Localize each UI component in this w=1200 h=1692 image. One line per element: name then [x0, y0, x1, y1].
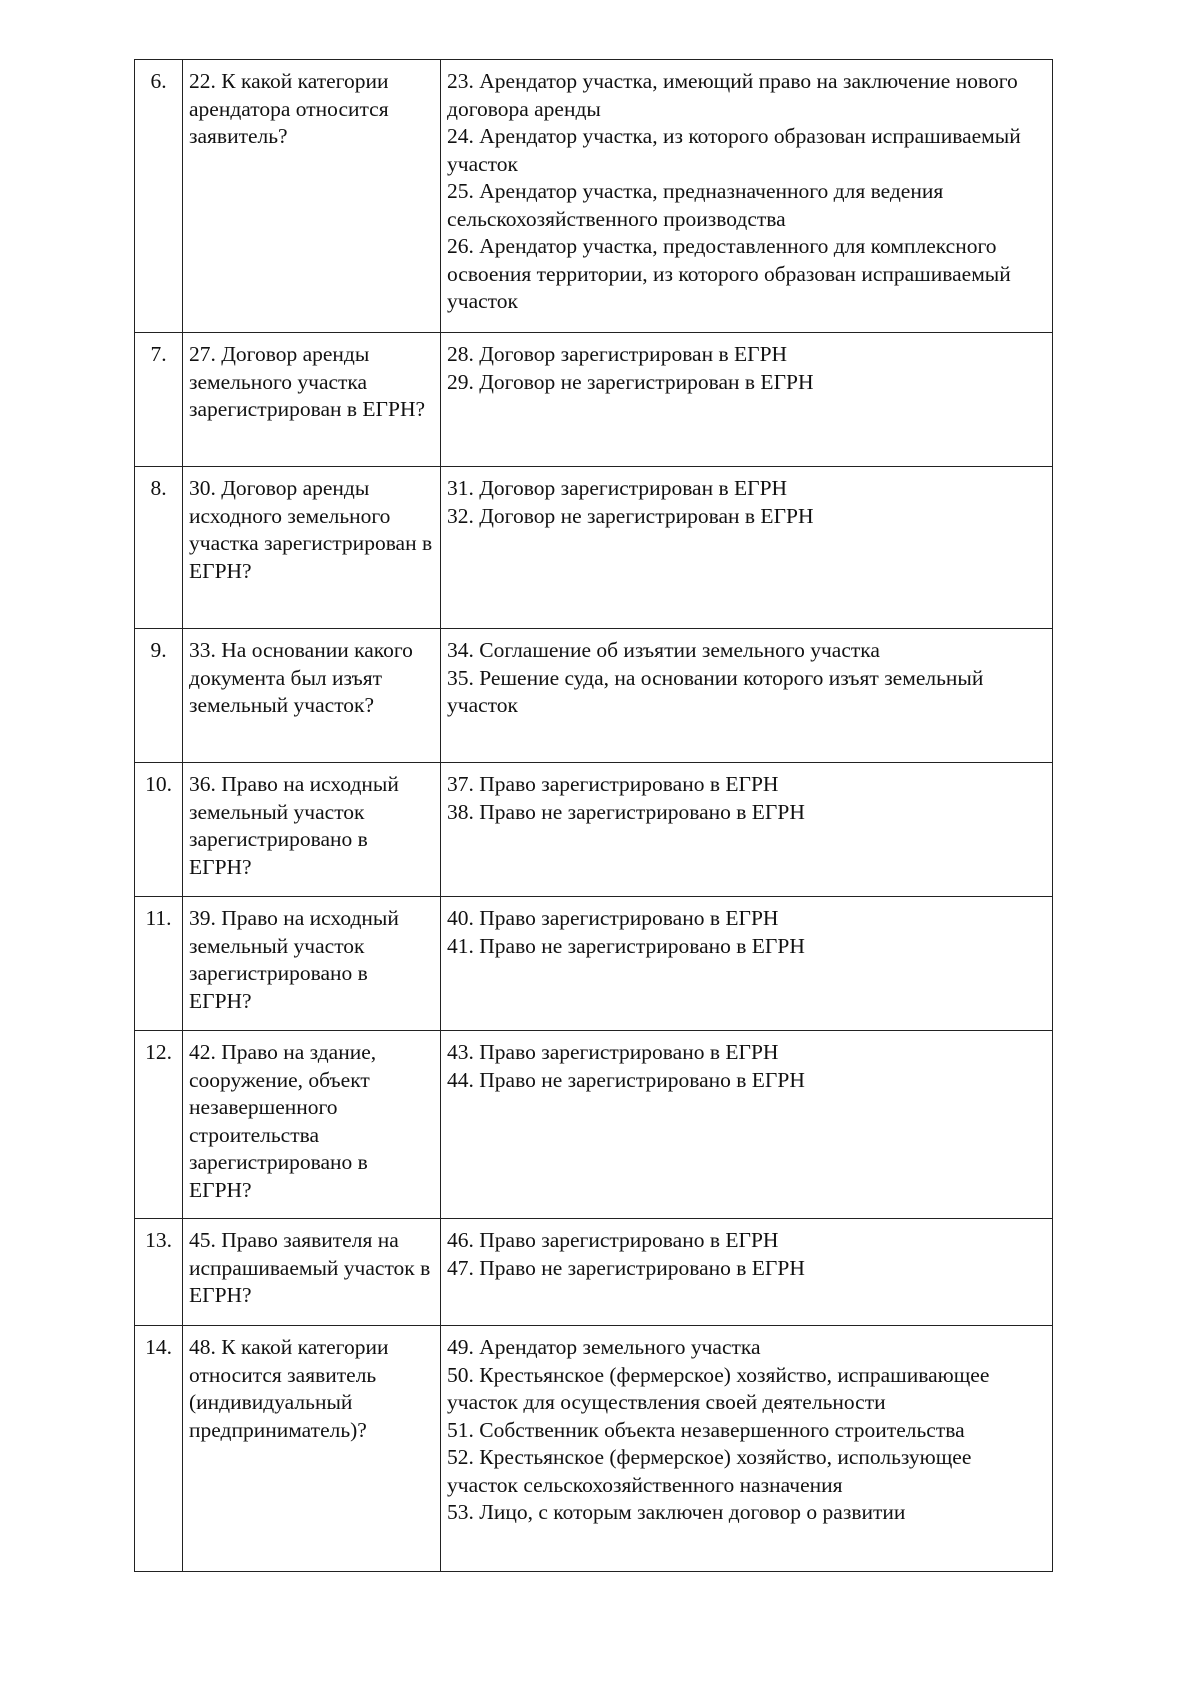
answer-option: 46. Право зарегистрировано в ЕГРН: [447, 1228, 779, 1252]
answer-option: 38. Право не зарегистрировано в ЕГРН: [447, 799, 805, 824]
answers-cell: [441, 629, 1053, 763]
answer-option: 49. Арендатор земельного участка: [447, 1335, 761, 1359]
answer-option: 34. Соглашение об изъятии земельного участка: [447, 638, 880, 662]
answer-option: 29. Договор не зарегистрирован в ЕГРН: [447, 369, 814, 394]
table-row: [135, 1219, 1053, 1326]
answers-cell: [441, 763, 1053, 897]
row-number: 10.: [135, 763, 183, 897]
question-cell: 42. Право на здание, сооружение, объект незавершенного строительства зарегистрировано в ЕГРН?: [183, 1031, 441, 1219]
answers-cell: [441, 60, 1053, 333]
answers-cell: [441, 1219, 1053, 1326]
table-row: [135, 763, 1053, 897]
table-row: [135, 1326, 1053, 1572]
answer-option: 43. Право зарегистрировано в ЕГРН: [447, 1040, 779, 1064]
question-cell: 22. К какой категории арендатора относится заявитель?: [183, 60, 441, 333]
table-row: [135, 629, 1053, 763]
answers-cell: [441, 1031, 1053, 1219]
table-row: [135, 897, 1053, 1031]
question-cell: 30. Договор аренды исходного земельного участка зарегистрирован в ЕГРН?: [183, 467, 441, 629]
row-number: 6.: [135, 60, 183, 333]
row-number: 14.: [135, 1326, 183, 1572]
question-cell: 33. На основании какого документа был изъят земельный участок?: [183, 629, 441, 763]
table-row: [135, 60, 1053, 333]
answer-option: 53. Лицо, с которым заключен договор о развитии: [447, 1500, 906, 1524]
row-number: 11.: [135, 897, 183, 1031]
row-number: 8.: [135, 467, 183, 629]
answer-option: 52. Крестьянское (фермерское) хозяйство, использующее участок сельскохозяйственного назначения: [447, 1445, 972, 1497]
answer-option: 44. Право не зарегистрировано в ЕГРН: [447, 1067, 805, 1092]
question-cell: 39. Право на исходный земельный участок зарегистрировано в ЕГРН?: [183, 897, 441, 1031]
question-cell: 36. Право на исходный земельный участок зарегистрировано в ЕГРН?: [183, 763, 441, 897]
table-row: [135, 467, 1053, 629]
answers-cell: [441, 467, 1053, 629]
table-row: [135, 333, 1053, 467]
row-number: 12.: [135, 1031, 183, 1219]
answer-option: 28. Договор зарегистрирован в ЕГРН: [447, 342, 788, 366]
row-number: 13.: [135, 1219, 183, 1326]
answer-option: 26. Арендатор участка, предоставленного для комплексного освоения территории, из которого образован испрашиваемый участок: [447, 234, 1011, 313]
table-body: [135, 60, 1053, 1572]
question-cell: 48. К какой категории относится заявитель (индивидуальный предприниматель)?: [183, 1326, 441, 1572]
question-cell: 45. Право заявителя на испрашиваемый участок в ЕГРН?: [183, 1219, 441, 1326]
row-number: 7.: [135, 333, 183, 467]
answer-option: 24. Арендатор участка, из которого образован испрашиваемый участок: [447, 124, 1021, 176]
answers-cell: [441, 1326, 1053, 1572]
answer-option: 40. Право зарегистрировано в ЕГРН: [447, 906, 779, 930]
row-number: 9.: [135, 629, 183, 763]
answer-option: 37. Право зарегистрировано в ЕГРН: [447, 772, 779, 796]
answer-option: 31. Договор зарегистрирован в ЕГРН: [447, 476, 788, 500]
answer-option: 47. Право не зарегистрировано в ЕГРН: [447, 1255, 805, 1280]
answer-option: 50. Крестьянское (фермерское) хозяйство, испрашивающее участок для осуществления своей деятельности: [447, 1362, 990, 1414]
answer-option: 41. Право не зарегистрировано в ЕГРН: [447, 933, 805, 958]
answer-option: 23. Арендатор участка, имеющий право на заключение нового договора аренды: [447, 69, 1018, 121]
question-cell: 27. Договор аренды земельного участка зарегистрирован в ЕГРН?: [183, 333, 441, 467]
questionnaire-table: [134, 59, 1053, 1572]
answer-option: 25. Арендатор участка, предназначенного для ведения сельскохозяйственного производства: [447, 179, 944, 231]
answers-cell: [441, 897, 1053, 1031]
answer-option: 32. Договор не зарегистрирован в ЕГРН: [447, 503, 814, 528]
table-row: [135, 1031, 1053, 1219]
answer-option: 51. Собственник объекта незавершенного строительства: [447, 1417, 965, 1442]
answer-option: 35. Решение суда, на основании которого изъят земельный участок: [447, 665, 984, 717]
answers-cell: [441, 333, 1053, 467]
